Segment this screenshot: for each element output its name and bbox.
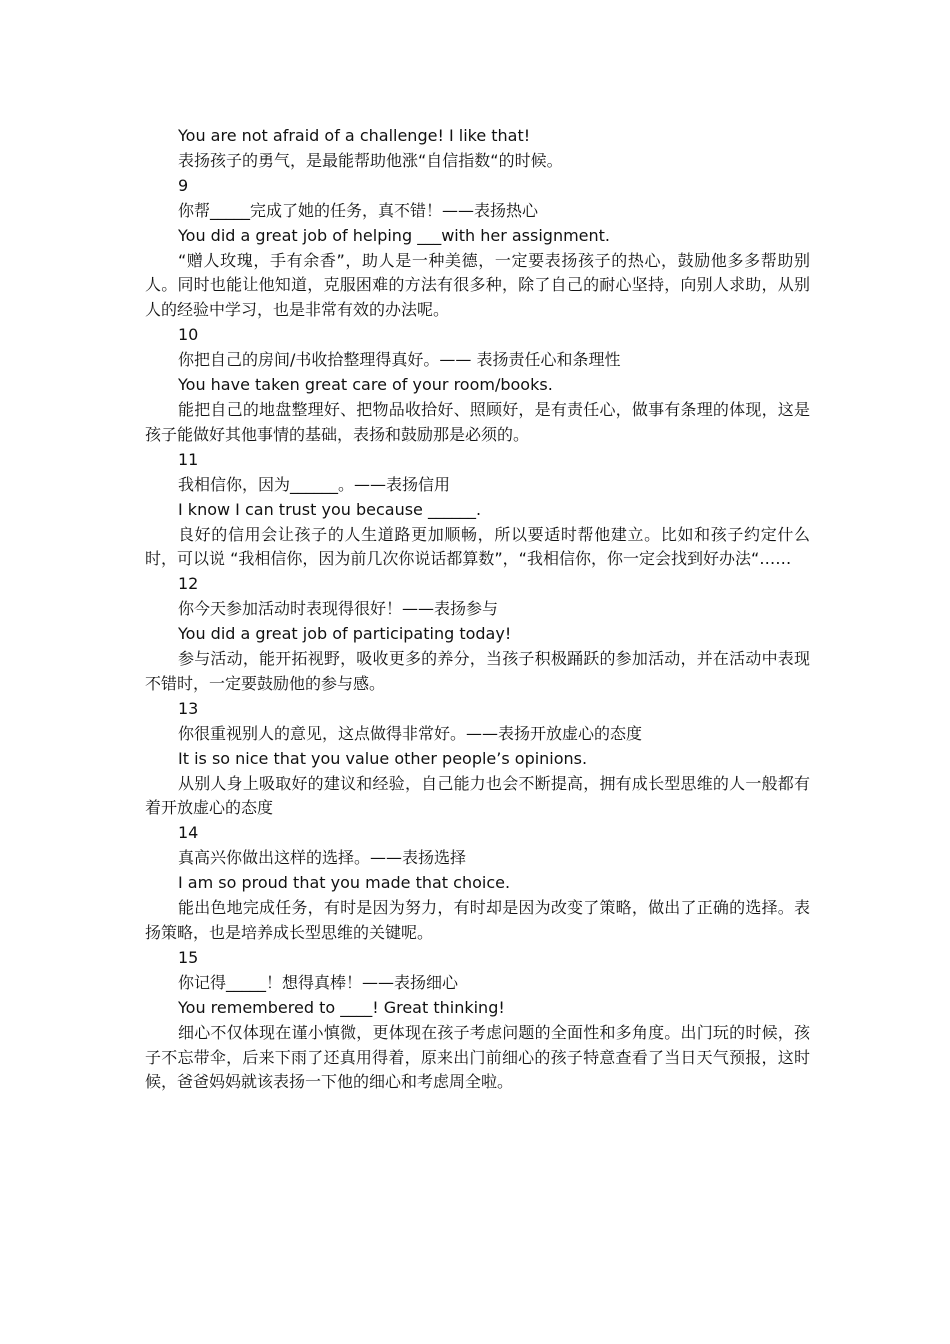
section-english-phrase: You did a great job of participating today!: [178, 624, 512, 644]
section-chinese-phrase: 我相信你，因为______。——表扬信用: [178, 474, 451, 494]
section-english-phrase: You remembered to ____! Great thinking!: [178, 997, 505, 1017]
section-number: 15: [178, 947, 199, 967]
section-chinese-phrase: 你今天参加活动时表现得很好！——表扬参与: [178, 599, 499, 619]
intro-english: You are not afraid of a challenge! I like that!: [178, 126, 531, 145]
section-number: 12: [178, 574, 199, 594]
section-english-phrase: I am so proud that you made that choice.: [178, 873, 511, 893]
praise-section-13: [145, 697, 810, 822]
section-chinese-phrase: 你帮_____完成了她的任务，真不错！——表扬热心: [178, 200, 539, 220]
section-explanation: 参与活动，能开拓视野，吸收更多的养分，当孩子积极踊跃的参加活动，并在活动中表现不错时，一定要鼓励他的参与感。: [145, 649, 810, 693]
section-explanation: 能把自己的地盘整理好、把物品收拾好、照顾好，是有责任心，做事有条理的体现，这是孩子能做好其他事情的基础，表扬和鼓励那是必须的。: [145, 399, 810, 444]
section-chinese-phrase: 你记得_____！想得真棒！——表扬细心: [178, 972, 459, 992]
section-number: 14: [178, 823, 199, 843]
section-english-phrase: You have taken great care of your room/books.: [178, 375, 553, 395]
section-english-phrase: It is so nice that you value other people’s opinions.: [178, 748, 588, 768]
intro-block: [145, 124, 810, 174]
section-chinese-phrase: 真高兴你做出这样的选择。——表扬选择: [178, 848, 467, 868]
praise-section-14: [145, 821, 810, 946]
section-explanation: 良好的信用会让孩子的人生道路更加顺畅，所以要适时帮他建立。比如和孩子约定什么时，可以说 “我相信你，因为前几次你说话都算数”，“我相信你，你一定会找到好办法“……: [145, 524, 810, 569]
section-chinese-phrase: 你很重视别人的意见，这点做得非常好。——表扬开放虚心的态度: [178, 723, 643, 743]
section-chinese-phrase: 你把自己的房间/书收拾整理得真好。—— 表扬责任心和条理性: [178, 350, 621, 370]
praise-section-12: [145, 572, 810, 697]
section-explanation: 能出色地完成任务，有时是因为努力，有时却是因为改变了策略，做出了正确的选择。表扬策略，也是培养成长型思维的关键呢。: [145, 898, 810, 942]
praise-section-10: [145, 323, 810, 448]
section-explanation: 细心不仅体现在谨小慎微，更体现在孩子考虑问题的全面性和多角度。出门玩的时候，孩子不忘带伞，后来下雨了还真用得着，原来出门前细心的孩子特意查看了当日天气预报，这时候，爸爸妈妈就该表扬一下他的细心和考虑周全啦。: [145, 1022, 810, 1092]
praise-section-9: [145, 174, 810, 323]
section-number: 13: [178, 698, 199, 718]
praise-section-15: [145, 946, 810, 1095]
document-page: [145, 124, 810, 1095]
section-number: 9: [178, 175, 189, 195]
section-number: 10: [178, 325, 199, 345]
section-english-phrase: You did a great job of helping ___with her assignment.: [178, 225, 611, 245]
intro-explanation: 表扬孩子的勇气，是最能帮助他涨“自信指数“的时候。: [178, 150, 563, 170]
section-explanation: 从别人身上吸取好的建议和经验，自己能力也会不断提高，拥有成长型思维的人一般都有着开放虚心的态度: [145, 773, 810, 818]
section-number: 11: [178, 449, 199, 469]
section-explanation: “赠人玫瑰，手有余香”，助人是一种美德，一定要表扬孩子的热心，鼓励他多多帮助别人。同时也能让他知道，克服困难的方法有很多种，除了自己的耐心坚持，向别人求助，从别人的经验中学习，也是非常有效的办法呢。: [145, 250, 810, 320]
praise-section-11: [145, 448, 810, 573]
section-english-phrase: I know I can trust you because ______.: [178, 499, 482, 519]
